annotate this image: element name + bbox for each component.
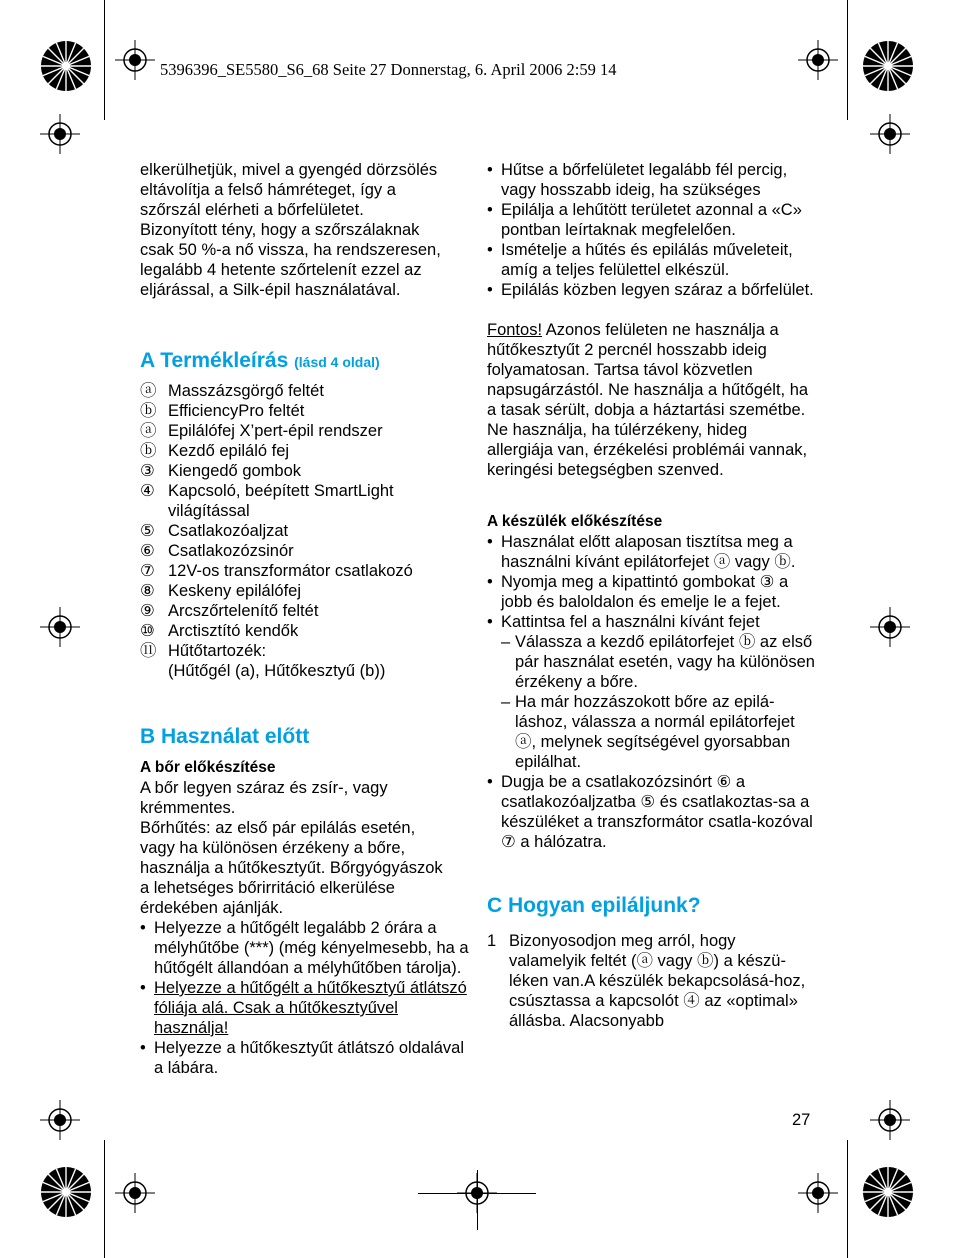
callout-marker: ③ bbox=[140, 462, 155, 480]
important-note bbox=[487, 320, 815, 420]
text: a csatlakozóaljzatba bbox=[501, 773, 746, 811]
list-item bbox=[140, 521, 470, 541]
callout-marker: ④ bbox=[140, 482, 155, 500]
intro-line: elkerülhetjük, mivel a gyengéd dörzsölés bbox=[140, 161, 438, 179]
list-item bbox=[140, 441, 470, 461]
starburst-icon bbox=[862, 40, 914, 92]
crosshair-icon bbox=[40, 607, 80, 647]
important-label: Fontos! bbox=[487, 321, 543, 339]
list-item-text: Masszázsgörgő feltét bbox=[168, 382, 324, 400]
text-line: a lehetséges bőrirritáció elkerülése bbox=[140, 879, 395, 897]
text-line: érdekében ajánlják. bbox=[140, 899, 284, 917]
cooling-bullets bbox=[487, 160, 815, 300]
text: Nyomja meg a kipattintó gombokat bbox=[501, 573, 760, 591]
callout-marker: ⓐ bbox=[713, 553, 731, 571]
text-line: A bőr legyen száraz és zsír-, vagy bbox=[140, 779, 388, 797]
list-item bbox=[140, 561, 470, 581]
text: , melynek segítségével gyorsabban epilálhat. bbox=[515, 733, 791, 771]
text: a jobb és baloldalon és emelje le a fejet. bbox=[501, 573, 789, 611]
section-a-heading bbox=[140, 348, 470, 375]
intro-line: legalább 4 hetente szőrtelenít ezzel az bbox=[140, 261, 422, 279]
callout-marker: ⑪ bbox=[140, 642, 157, 660]
text: vagy bbox=[652, 952, 697, 970]
list-item-text: Arctisztító kendők bbox=[168, 622, 299, 640]
text: ) a készü-léken van.A készülék bekapcsolásá-hoz, csúsztassa a kapcsolót bbox=[509, 952, 806, 1010]
sub-list bbox=[501, 632, 815, 772]
callout-marker: ⓑ bbox=[140, 442, 157, 460]
text: Válassza a kezdő epilátorfejet bbox=[515, 633, 739, 651]
text: Dugja be a csatlakozózsinórt bbox=[501, 773, 717, 791]
text: az «optimal» állásba. Alacsonyabb bbox=[509, 992, 798, 1030]
list-item bbox=[487, 532, 815, 572]
list-item-text: Keskeny epilálófej bbox=[168, 582, 301, 600]
device-prep-heading: A készülék előkészítése bbox=[487, 513, 663, 530]
text-line: Bőrhűtés: az első pár epilálás esetén, bbox=[140, 819, 416, 837]
callout-marker: ⓐ bbox=[515, 733, 532, 751]
sub-list-item bbox=[501, 632, 815, 692]
intro-line: eltávolítja a felső hámréteget, így a bbox=[140, 181, 396, 199]
list-item-text: Epilálófej X’pert-épil rendszer bbox=[168, 422, 383, 440]
right-column bbox=[487, 160, 815, 1031]
list-item bbox=[140, 541, 470, 561]
section-a-title: A Termékleírás bbox=[140, 349, 289, 372]
callout-marker: ⓐ bbox=[636, 952, 653, 970]
skin-prep-paragraph bbox=[140, 778, 470, 918]
list-item bbox=[487, 931, 815, 1031]
callout-marker: ⓑ bbox=[738, 633, 756, 651]
list-item-text: Kapcsoló, beépített SmartLight világítással bbox=[168, 482, 394, 520]
crop-line-right-top bbox=[847, 0, 848, 120]
callout-marker: ⑥ bbox=[140, 542, 155, 560]
intro-line: szőrszál elérheti a bőrfelületet. bbox=[140, 201, 364, 219]
callout-marker: ⓑ bbox=[774, 553, 791, 571]
text-line: krémmentes. bbox=[140, 799, 236, 817]
starburst-icon bbox=[40, 1166, 92, 1218]
intro-line: Bizonyított tény, hogy a szőrszálaknak bbox=[140, 221, 420, 239]
list-item-text: Hűtőtartozék: bbox=[168, 642, 267, 660]
list-item bbox=[140, 621, 470, 641]
section-b-heading: B Használat előtt bbox=[140, 725, 310, 748]
list-item bbox=[140, 641, 470, 681]
crop-line-right-bottom bbox=[847, 1140, 848, 1258]
howto-steps bbox=[487, 931, 815, 1031]
list-item-extra: (Hűtőgél (a), Hűtőkesztyű (b)) bbox=[168, 662, 386, 680]
list-item: • Helyezze a hűtőgélt a hűtőkesztyű átlátszó fóliája alá. Csak a hűtőkesztyűvel használja! bbox=[140, 978, 470, 1038]
list-item bbox=[487, 572, 815, 612]
crosshair-icon bbox=[870, 1100, 910, 1140]
important-text: Azonos felületen ne használja a hűtőkesztyűt 2 percnél hosszabb ideig folyamatosan. Tartsa távol közvetlen napsugárzástól. Ne használja a hűtőgélt, ha a tasak sérült, dobja a háztartási szemétbe. bbox=[487, 321, 809, 419]
text: az első pár használat esetén, vagy ha különösen érzékeny a bőre. bbox=[515, 633, 815, 691]
section-a-subtitle: (lásd 4 oldal) bbox=[294, 354, 380, 370]
crosshair-icon bbox=[870, 114, 910, 154]
list-item bbox=[140, 461, 470, 481]
callout-marker: ⓑ bbox=[697, 952, 714, 970]
crosshair-icon bbox=[798, 1173, 838, 1213]
list-item bbox=[140, 581, 470, 601]
list-item-text: Csatlakozóaljzat bbox=[168, 522, 289, 540]
list-item bbox=[140, 421, 470, 441]
list-item bbox=[140, 381, 470, 401]
text: . bbox=[790, 553, 796, 571]
crop-line-left-top bbox=[104, 0, 105, 120]
list-item: • Epilálás közben legyen száraz a bőrfelület. bbox=[487, 280, 815, 300]
text-line: vagy ha különösen érzékeny a bőre, bbox=[140, 839, 406, 857]
list-item bbox=[140, 401, 470, 421]
list-item: • Hűtse a bőrfelületet legalább fél percig, vagy hosszabb ideig, ha szükséges bbox=[487, 160, 815, 200]
callout-marker: ⓑ bbox=[140, 402, 157, 420]
list-item bbox=[487, 772, 815, 852]
important-note-2: Ne használja, ha túlérzékeny, hideg allergiája van, érzékelési problémái vannak, keringési betegségben szenved. bbox=[487, 421, 808, 479]
list-item-text: Arcszőrtelenítő feltét bbox=[168, 602, 319, 620]
intro-line: csak 50 %-a nő vissza, ha rendszeresen, bbox=[140, 241, 441, 259]
starburst-icon bbox=[862, 1166, 914, 1218]
parts-list bbox=[140, 381, 470, 681]
text: vagy bbox=[730, 553, 775, 571]
callout-marker: ⓐ bbox=[140, 422, 157, 440]
skin-prep-heading: A bőr előkészítése bbox=[140, 759, 276, 776]
crosshair-icon bbox=[115, 1173, 155, 1213]
crosshair-icon bbox=[870, 607, 910, 647]
list-item: • Helyezze a hűtőgélt legalább 2 órára a mélyhűtőbe (***) (még kényelmesebb, ha a hűtőgélt állandóan a mélyhűtőben tárolja). bbox=[140, 918, 470, 978]
text: Használat előtt alaposan tisztítsa meg a használni kívánt epilátorfejet bbox=[501, 533, 793, 571]
intro-paragraph bbox=[140, 160, 470, 300]
list-item: • Ismételje a hűtés és epilálás műveleteit, amíg a teljes felülettel elkészül. bbox=[487, 240, 815, 280]
callout-marker: ④ bbox=[683, 992, 700, 1010]
list-item: • Helyezze a hűtőkesztyűt átlátszó oldalával a lábára. bbox=[140, 1038, 470, 1078]
callout-marker: ⑦ bbox=[140, 562, 155, 580]
text: Bizonyosodjon meg arról, hogy valamelyik feltét ( bbox=[509, 932, 736, 970]
text: Kattintsa fel a használni kívánt fejet bbox=[501, 613, 760, 631]
callout-marker: ⑩ bbox=[140, 622, 155, 640]
step-number: 1 bbox=[487, 932, 497, 950]
crosshair-icon bbox=[798, 40, 838, 80]
crosshair-icon bbox=[40, 1100, 80, 1140]
list-item: • Epilálja a lehűtött területet azonnal a «C» pontban leírtaknak megfelelően. bbox=[487, 200, 815, 240]
callout-marker: ⑤ bbox=[640, 793, 656, 811]
crosshair-icon bbox=[40, 114, 80, 154]
text: a hálózatra. bbox=[515, 833, 607, 851]
list-item bbox=[487, 612, 815, 772]
starburst-icon bbox=[40, 40, 92, 92]
callout-marker: ⓐ bbox=[140, 382, 157, 400]
text: és csatlakoztas-sa a készüléket a transzformátor csatla-kozóval bbox=[501, 793, 813, 831]
list-item-text: 12V-os transzformátor csatlakozó bbox=[168, 562, 413, 580]
intro-line: eljárással, a Silk-épil használatával. bbox=[140, 281, 401, 299]
list-item-text: Kiengedő gombok bbox=[168, 462, 302, 480]
print-header: 5396396_SE5580_S6_68 Seite 27 Donnerstag, 6. April 2006 2:59 14 bbox=[160, 60, 617, 79]
crosshair-icon bbox=[115, 40, 155, 80]
callout-marker: ⑨ bbox=[140, 602, 155, 620]
text: Ha már hozzászokott bőre az epilá-láshoz, válassza a normál epilátorfejet bbox=[515, 693, 795, 731]
crop-line-left-bottom bbox=[104, 1140, 105, 1258]
page-number: 27 bbox=[792, 1111, 811, 1129]
left-column bbox=[140, 160, 470, 1078]
skin-bullets bbox=[140, 918, 470, 1078]
device-prep-bullets bbox=[487, 532, 815, 852]
callout-marker: ⑥ bbox=[716, 773, 732, 791]
crosshair-icon bbox=[457, 1173, 497, 1213]
list-item bbox=[140, 481, 470, 521]
list-item bbox=[140, 601, 470, 621]
list-item-text: Csatlakozózsinór bbox=[168, 542, 294, 560]
list-item-text: EfficiencyPro feltét bbox=[168, 402, 305, 420]
sub-list-item bbox=[501, 692, 815, 772]
list-item-text: Kezdő epiláló fej bbox=[168, 442, 290, 460]
callout-marker: ③ bbox=[759, 573, 775, 591]
callout-marker: ⑤ bbox=[140, 522, 155, 540]
section-c-heading: C Hogyan epiláljunk? bbox=[487, 894, 701, 917]
callout-marker: ⑦ bbox=[501, 833, 516, 851]
text-line: használja a hűtőkesztyűt. Bőrgyógyászok bbox=[140, 859, 443, 877]
callout-marker: ⑧ bbox=[140, 582, 155, 600]
